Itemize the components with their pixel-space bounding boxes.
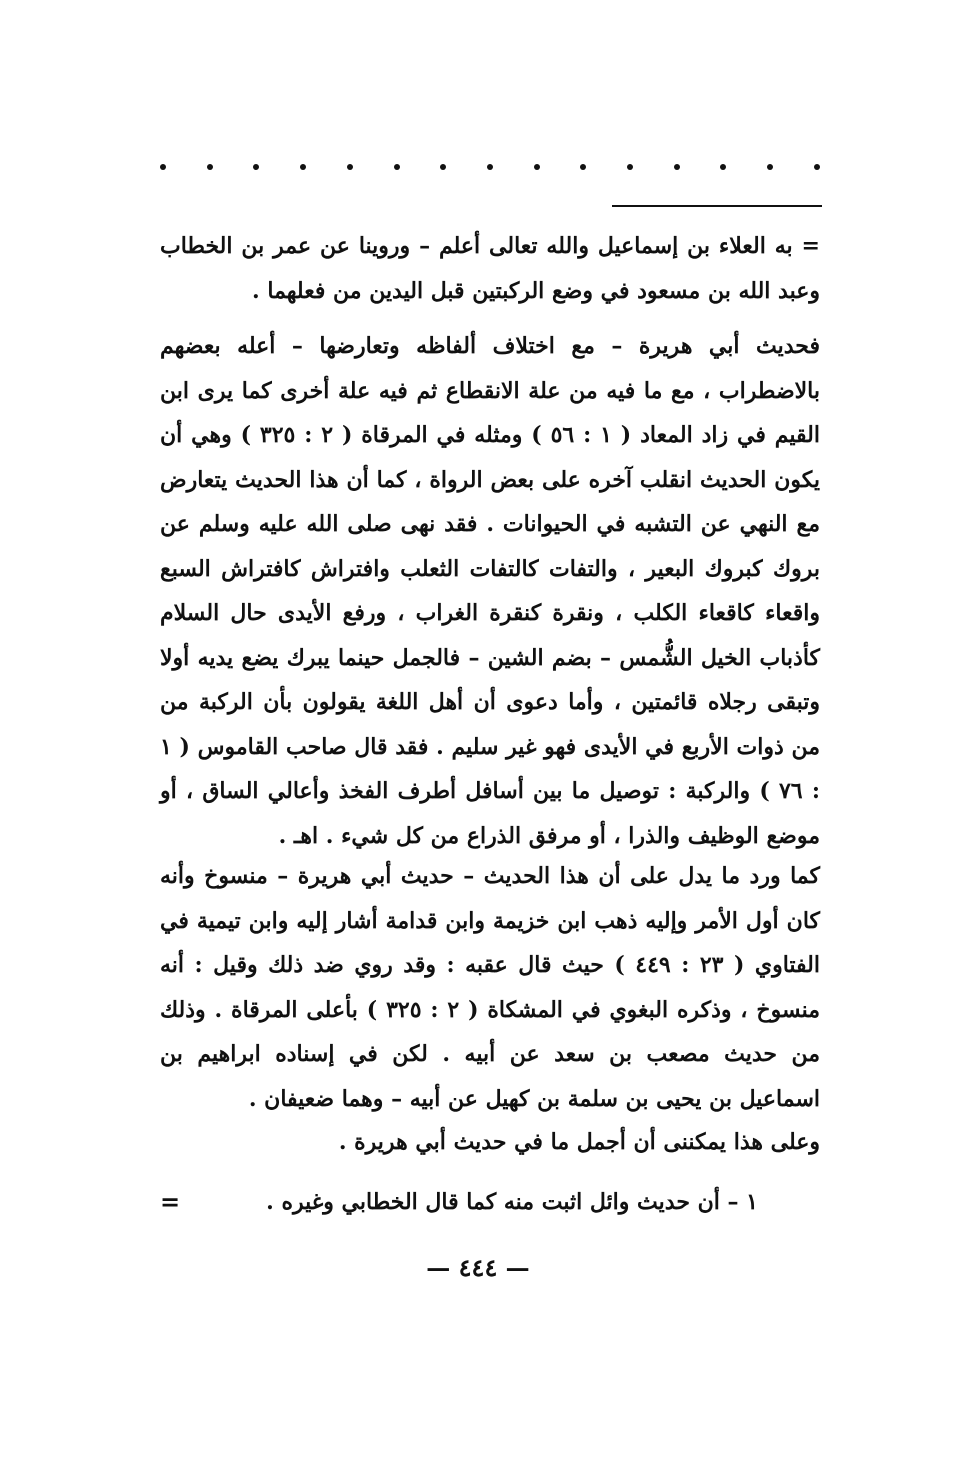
ornament-dot	[253, 164, 259, 170]
ornament-dot	[627, 164, 633, 170]
ornamental-dot-row	[160, 152, 820, 182]
page-number: — ٤٤٤ —	[426, 1253, 530, 1282]
numbered-point-text: ١ – أن حديث وائل اثبت منه كما قال الخطابي وغيره .	[266, 1189, 758, 1215]
ornament-dot	[674, 164, 680, 170]
ornament-dot	[487, 164, 493, 170]
ornament-dot	[767, 164, 773, 170]
ornament-dot	[580, 164, 586, 170]
ornament-dot	[300, 164, 306, 170]
ornament-dot	[720, 164, 726, 170]
ornament-dot	[394, 164, 400, 170]
numbered-point-1	[160, 1180, 820, 1224]
footnote-rule	[612, 205, 822, 207]
ornament-dot	[160, 164, 166, 170]
ornament-dot	[207, 164, 213, 170]
paragraph-1: فحديث أبي هريرة – مع اختلاف ألفاظه وتعارضها – أعله بعضهم بالاضطراب ، مع ما فيه من علة الانقطاع ثم فيه علة أخرى كما يرى ابن القيم في زاد المعاد ( ١ : ٥٦ ) ومثله في المرقاة ( ٢ : ٣٢٥ ) وهي أن يكون الحديث انقلب آخره على بعض الرواة ، كما أن هذا الحديث يتعارض مع النهي عن التشبه في الحيوانات . فقد نهى صلى الله عليه وسلم عن بروك كبروك البعير ، والتفات كالتفات الثعلب وافتراش كافتراش السبع واقعاء كاقعاء الكلب ، ونقرة كنقرة الغراب ، ورفع الأيدى حال السلام كأذباب الخيل الشُّمس – بضم الشين – فالجمل حينما يبرك يضع يديه أولا وتبقى رجلاه قائمتين ، وأما دعوى أن أهل اللغة يقولون بأن الركبة من من ذوات الأربع في الأيدى فهو غير سليم . فقد قال صاحب القاموس ( ١ : ٧٦ ) والركبة : توصيل ما بين أسافل أطرف الفخذ وأعالي الساق ، أو موضع الوظيف والذرا ، أو مرفق الذراع من كل شيء . اهـ .	[160, 333, 820, 849]
ornament-dot	[440, 164, 446, 170]
ornament-dot	[814, 164, 820, 170]
paragraph-2: كما ورد ما يدل على أن هذا الحديث – حديث أبي هريرة – منسوخ وأنه كان أول الأمر وإليه ذهب ابن خزيمة وابن قدامة أشار إليه وابن تيمية في الفتاوي ( ٢٣ : ٤٤٩ ) حيث قال عقبه : وقد روي ضد ذلك وقيل : أنه منسوخ ، وذكره البغوي في المشكاة ( ٢ : ٣٢٥ ) بأعلى المرقاة . وذلك من حديث مصعب بن سعد عن أبيه . لكن في إسناده ابراهيم بن اسماعيل بن يحيى بن سلمة بن كهيل عن أبيه – وهما ضعيفان .	[160, 863, 820, 1112]
paragraph-3: وعلى هذا يمكننى أن أجمل ما في حديث أبي هريرة .	[338, 1129, 820, 1155]
footnote-continuation: = به العلاء بن إسماعيل والله تعالى أعلم – وروينا عن عمر بن الخطاب وعبد الله بن مسعود في وضع الركبتين قبل اليدين من فعلهما .	[160, 233, 820, 304]
ornament-dot	[347, 164, 353, 170]
ornament-dot	[534, 164, 540, 170]
continuation-mark: =	[160, 1187, 181, 1216]
